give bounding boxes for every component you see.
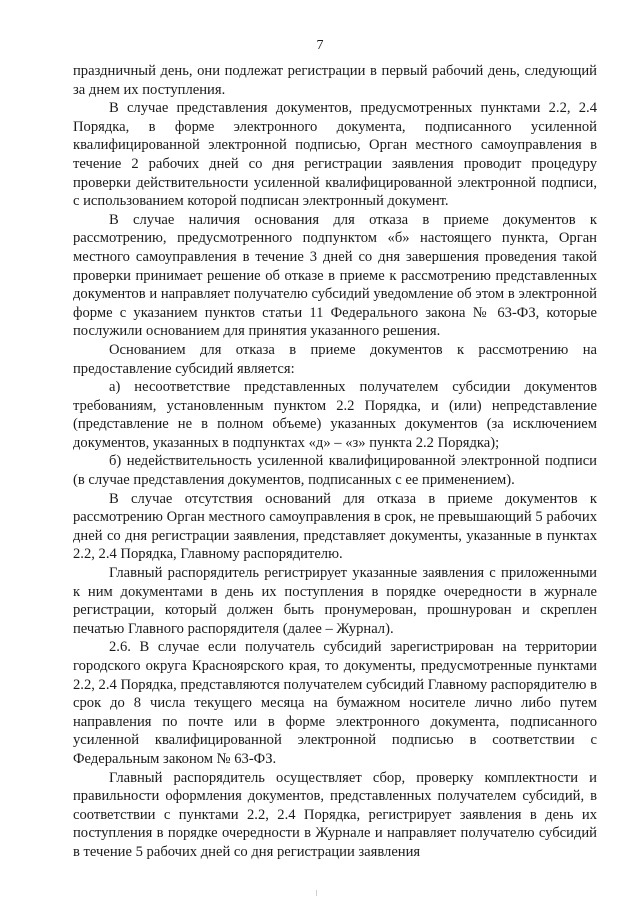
page-number: 7 [316,38,324,53]
paragraph-no-refusal-grounds: В случае отсутствия оснований для отказа в приеме документов к рассмотрению Орган местного самоуправления в срок, не превышающий 5 рабочих дней со дня регистрации заявления, представляет документы, указанные в пунктах 2.2, 2.4 Порядка, Главному распорядителю. [73,490,597,563]
paragraph-refusal-grounds-intro: Основанием для отказа в приеме документов к рассмотрению на предоставление субсидий является: [73,341,597,377]
paragraph-electronic-signature-check: В случае представления документов, предусмотренных пунктами 2.2, 2.4 Порядка, в форме электронного документа, подписанного усиленной квалифицированной электронной подписью, Орган местного самоуправления в течение 2 рабочих дней со дня регистрации заявления проводит процедуру проверки действительности усиленной квалифицированной электронной подписи, с использованием которой подписан электронный документ. [73,100,597,210]
paragraph-section-2-6: 2.6. В случае если получатель субсидий зарегистрирован на территории городского округа Красноярского края, то документы, предусмотренные пунктами 2.2, 2.4 Порядка, представляются получателем субсидий Главному распорядителю в срок до 8 числа текущего месяца на бумажном носителе лично либо путем направления по почте или в форме электронного документа, подписанного усиленной квалифицированной электронной подписью в соответствии с Федеральным законом № 63-ФЗ. [73,639,597,767]
paragraph-registration-journal: Главный распорядитель регистрирует указанные заявления с приложенными к ним документами в день их поступления в порядке очередности в журнале регистрации, который должен быть пронумерован, прошнурован и скреплен печатью Главного распорядителя (далее – Журнал). [73,565,597,637]
paragraph-refusal-ground-b: б) недействительность усиленной квалифицированной электронной подписи (в случае представления документов, подписанных с ее применением). [73,453,597,489]
scan-mark [316,890,317,896]
paragraph-refusal-decision: В случае наличия основания для отказа в приеме документов к рассмотрению, предусмотренного подпунктом «б» настоящего пункта, Орган местного самоуправления в течение 3 дней со дня завершения проведения такой проверки принимает решение об отказе в приеме к рассмотрению представленных документов и направляет получателю субсидий уведомление об этом в электронной форме с указанием пунктов статьи 11 Федерального закона № 63-ФЗ, которые послужили основанием для принятия указанного решения. [73,211,597,340]
paragraph-refusal-ground-a: а) несоответствие представленных получателем субсидии документов требованиям, установленным пунктом 2.2 Порядка, и (или) непредставление (представление не в полном объеме) указанных документов (за исключением документов, указанных в подпунктах «д» – «з» пункта 2.2 Порядка); [73,379,597,451]
paragraph-document-check: Главный распорядитель осуществляет сбор, проверку комплектности и правильности оформления документов, представленных получателем субсидий, в соответствии с пунктами 2.2, 2.4 Порядка, регистрирует заявления в день их поступления в порядке очередности в Журнале и направляет получателю субсидий в течение 5 рабочих дней со дня регистрации заявления [73,769,597,860]
paragraph-continuation: праздничный день, они подлежат регистрации в первый рабочий день, следующий за днем их поступления. [73,63,597,98]
document-body [73,62,597,862]
